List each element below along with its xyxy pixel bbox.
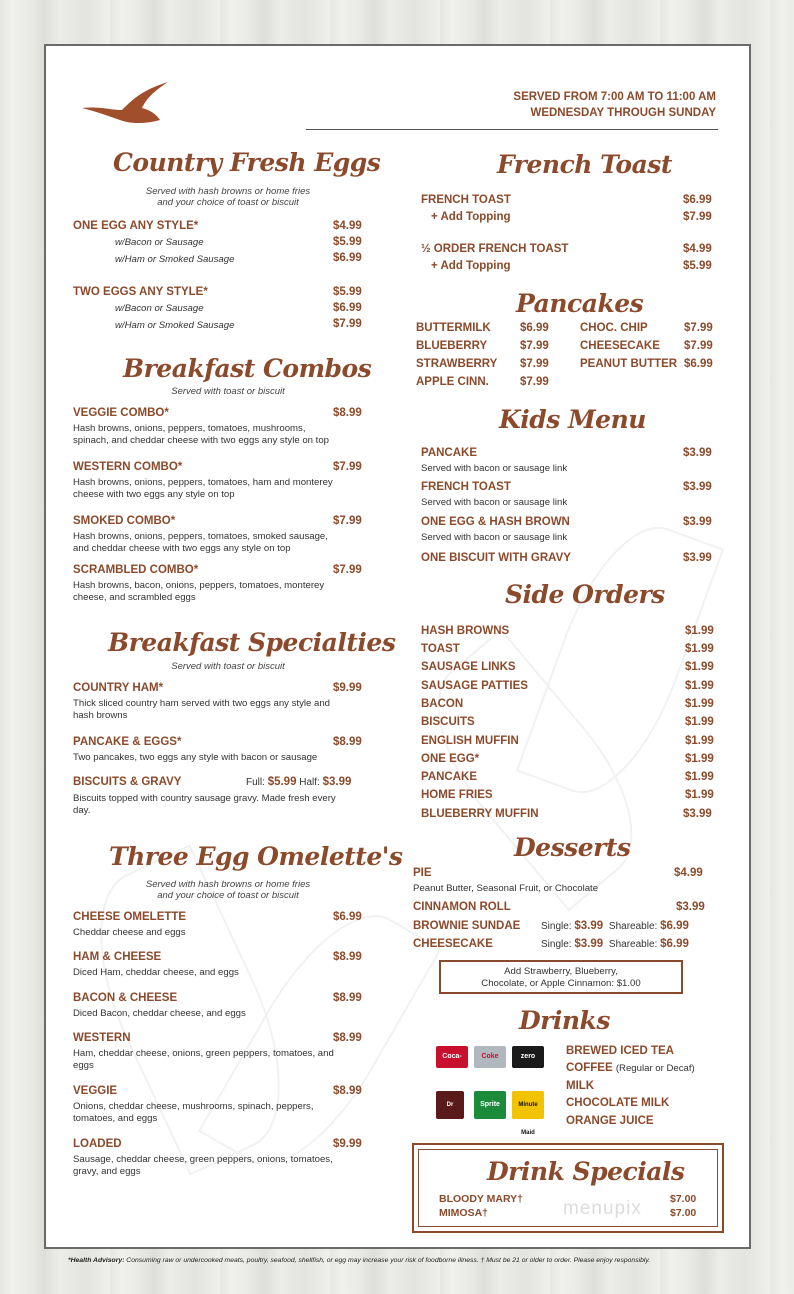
drinks-list	[566, 1043, 695, 1130]
bird-logo-icon	[80, 80, 170, 130]
menu-item-name: + Add Topping	[431, 211, 511, 223]
menu-item-price: $1.99	[685, 698, 714, 710]
menu-item-name: SMOKED COMBO*	[73, 515, 176, 527]
menu-item-name: ENGLISH MUFFIN	[421, 735, 519, 747]
drink-item: CHOCOLATE MILK	[566, 1097, 670, 1110]
menu-item-price: $7.99	[684, 322, 713, 334]
menu-item-name: BISCUITS & GRAVY	[73, 776, 182, 788]
menu-item-price: $8.99	[333, 1085, 362, 1097]
menu-option-price: $5.99	[333, 236, 362, 248]
menu-item-name: SCRAMBLED COMBO*	[73, 564, 199, 576]
specialties-subtitle: Served with toast or biscuit	[171, 661, 285, 672]
section-title-eggs: Country Fresh Eggs	[113, 148, 381, 177]
menu-item-price: $8.99	[333, 992, 362, 1004]
menu-item-name: PANCAKE	[421, 771, 478, 783]
menu-item-desc: Hash browns, onions, peppers, tomatoes, mushrooms, spinach, and cheddar cheese with two eggs any style on top	[73, 423, 329, 446]
menu-item-name: SAUSAGE PATTIES	[421, 680, 528, 692]
menu-item-name: TOAST	[421, 643, 460, 655]
sprite-icon: Sprite	[474, 1091, 506, 1119]
menu-item-name: WESTERN COMBO*	[73, 461, 183, 473]
menu-item-name: PIE	[413, 867, 432, 879]
menu-item-name: PANCAKE & EGGS*	[73, 736, 182, 748]
menu-item-name: + Add Topping	[431, 260, 511, 272]
menu-item-desc: Served with bacon or sausage link	[421, 532, 568, 543]
menu-item-name: APPLE CINN.	[416, 376, 489, 388]
menu-item-name: VEGGIE COMBO*	[73, 407, 169, 419]
menu-item-price: $3.99	[683, 447, 712, 459]
menu-item-name: BISCUITS	[421, 716, 475, 728]
menu-option-price: $7.99	[333, 318, 362, 330]
menu-item-price: $1.99	[685, 789, 714, 801]
menu-item-price: $7.00	[670, 1207, 697, 1219]
menu-item-price: $8.99	[333, 407, 362, 419]
section-title-kids: Kids Menu	[499, 405, 646, 434]
drink-item: COFFEE (Regular or Decaf)	[566, 1062, 695, 1075]
menu-item-name: MIMOSA†	[439, 1207, 489, 1219]
menu-item-desc: Thick sliced country ham served with two eggs any style and hash browns	[73, 698, 331, 721]
menu-item-name: ONE EGG*	[421, 753, 480, 765]
menu-item-name: ½ ORDER FRENCH TOAST	[421, 243, 569, 255]
menu-item-name: COUNTRY HAM*	[73, 682, 164, 694]
menu-item-desc: Hash browns, bacon, onions, peppers, tomatoes, monterey cheese, and scrambled eggs	[73, 580, 325, 603]
menu-item-price: $7.99	[683, 211, 712, 223]
cheesecake-prices: Single: $3.99 Shareable: $6.99	[541, 938, 689, 950]
section-title-drinks: Drinks	[519, 1006, 610, 1035]
menu-item-desc: Hash browns, onions, peppers, tomatoes, smoked sausage, and cheddar cheese with two eggs any style on top	[73, 531, 328, 554]
menu-item-desc: Served with bacon or sausage link	[421, 463, 568, 474]
omelettes-subtitle: Served with hash browns or home fries and your choice of toast or biscuit	[145, 879, 311, 901]
menu-option: w/Bacon or Sausage	[115, 237, 204, 248]
hours-line2: WEDNESDAY THROUGH SUNDAY	[530, 107, 716, 119]
menu-item-name: CHOC. CHIP	[580, 322, 648, 334]
menu-item-price: $9.99	[333, 1138, 362, 1150]
menu-item-price: $1.99	[685, 661, 714, 673]
menu-item-price: $7.99	[333, 461, 362, 473]
menu-option-price: $6.99	[333, 252, 362, 264]
menu-item-name: ONE EGG ANY STYLE*	[73, 220, 199, 232]
menu-item-name: LOADED	[73, 1138, 122, 1150]
menu-item-name: ONE EGG & HASH BROWN	[421, 516, 570, 528]
health-advisory: *Health Advisory: Consuming raw or undercooked meats, poultry, seafood, shellfish, or egg may increase your risk of foodborne illness. † Must be 21 or older to order. Please enjoy responsibly.	[68, 1257, 651, 1264]
menu-item-desc: Diced Ham, cheddar cheese, and eggs	[73, 967, 239, 978]
section-title-combos: Breakfast Combos	[123, 354, 372, 383]
section-title-specialties: Breakfast Specialties	[108, 628, 396, 657]
biscuits-prices: Full: $5.99 Half: $3.99	[246, 776, 352, 788]
menu-item-price: $3.99	[683, 808, 712, 820]
menu-item-name: BLUEBERRY	[416, 340, 488, 352]
menu-item-desc: Biscuits topped with country sausage gravy. Made fresh every day.	[73, 793, 336, 816]
menu-item-name: BACON & CHEESE	[73, 992, 178, 1004]
menu-item-price: $1.99	[685, 771, 714, 783]
menu-item-name: BROWNIE SUNDAE	[413, 920, 521, 932]
menu-item-price: $5.99	[333, 286, 362, 298]
menu-item-name: VEGGIE	[73, 1085, 118, 1097]
dr-pepper-icon: Dr Pepper	[436, 1091, 464, 1119]
menu-item-desc: Hash browns, onions, peppers, tomatoes, ham and monterey cheese with two eggs any style on top	[73, 477, 333, 500]
menu-item-price: $8.99	[333, 1032, 362, 1044]
menu-item-price: $3.99	[683, 516, 712, 528]
section-title-desserts: Desserts	[514, 833, 631, 862]
section-title-french-toast: French Toast	[497, 150, 672, 179]
menu-option: w/Ham or Smoked Sausage	[115, 320, 235, 331]
menu-item-name: CHEESECAKE	[413, 938, 493, 950]
menu-item-price: $1.99	[685, 643, 714, 655]
menu-item-price: $6.99	[684, 358, 713, 370]
dessert-addon-box: Add Strawberry, Blueberry, Chocolate, or Apple Cinnamon: $1.00	[439, 960, 683, 994]
menu-item-desc: Onions, cheddar cheese, mushrooms, spinach, peppers, tomatoes, and eggs	[73, 1101, 314, 1124]
menu-item-price: $6.99	[683, 194, 712, 206]
section-title-drink-specials: Drink Specials	[487, 1157, 685, 1186]
menu-item-name: STRAWBERRY	[416, 358, 498, 370]
menu-item-name: HOME FRIES	[421, 789, 493, 801]
menu-item-price: $7.99	[333, 515, 362, 527]
drink-item: MILK	[566, 1079, 595, 1092]
menu-item-price: $7.00	[670, 1193, 697, 1205]
diet-coke-icon: Coke	[474, 1046, 506, 1068]
section-title-omelettes: Three Egg Omelette's	[109, 842, 403, 871]
combos-subtitle: Served with toast or biscuit	[171, 386, 285, 397]
menu-item-name: SAUSAGE LINKS	[421, 661, 516, 673]
menu-item-name: HAM & CHEESE	[73, 951, 162, 963]
menu-item-desc: Cheddar cheese and eggs	[73, 927, 186, 938]
menu-item-price: $7.99	[520, 358, 549, 370]
menu-item-name: CINNAMON ROLL	[413, 901, 511, 913]
menu-item-name: HASH BROWNS	[421, 625, 510, 637]
header-divider	[306, 129, 718, 130]
menu-item-name: CHEESECAKE	[580, 340, 660, 352]
menu-item-desc: Diced Bacon, cheddar cheese, and eggs	[73, 1008, 246, 1019]
coke-zero-icon: zero	[512, 1046, 544, 1068]
menu-item-price: $8.99	[333, 951, 362, 963]
sundae-prices: Single: $3.99 Shareable: $6.99	[541, 920, 689, 932]
menu-item-price: $5.99	[683, 260, 712, 272]
menu-item-name: BUTTERMILK	[416, 322, 491, 334]
section-title-pancakes: Pancakes	[516, 289, 644, 318]
hours-header	[420, 89, 716, 121]
menu-item-name: BLOODY MARY†	[439, 1193, 524, 1205]
menu-item-price: $8.99	[333, 736, 362, 748]
menu-item-price: $7.99	[684, 340, 713, 352]
menu-item-desc: Sausage, cheddar cheese, green peppers, onions, tomatoes, gravy, and eggs	[73, 1154, 333, 1177]
section-title-sides: Side Orders	[505, 580, 665, 609]
menu-item-name: BACON	[421, 698, 464, 710]
menu-item-price: $1.99	[685, 716, 714, 728]
menu-item-price: $4.99	[333, 220, 362, 232]
menu-item-price: $9.99	[333, 682, 362, 694]
hours-line1: SERVED FROM 7:00 AM TO 11:00 AM	[513, 91, 716, 103]
menu-item-price: $6.99	[333, 911, 362, 923]
drink-item: BREWED ICED TEA	[566, 1045, 674, 1057]
menu-item-desc: Two pancakes, two eggs any style with bacon or sausage	[73, 752, 318, 763]
menu-item-name: ONE BISCUIT WITH GRAVY	[421, 552, 571, 564]
menu-item-price: $3.99	[683, 481, 712, 493]
drink-item: ORANGE JUICE	[566, 1114, 654, 1127]
menu-item-price: $1.99	[685, 625, 714, 637]
menu-item-price: $7.99	[520, 340, 549, 352]
menu-item-price: $1.99	[685, 735, 714, 747]
menu-option: w/Bacon or Sausage	[115, 303, 204, 314]
watermark-text: menupix	[563, 1198, 642, 1219]
menu-item-price: $1.99	[685, 680, 714, 692]
menu-item-price: $4.99	[683, 243, 712, 255]
menu-option-price: $6.99	[333, 302, 362, 314]
menu-item-price: $6.99	[520, 322, 549, 334]
menu-item-price: $3.99	[676, 901, 705, 913]
menu-option: w/Ham or Smoked Sausage	[115, 254, 235, 265]
menu-item-name: CHEESE OMELETTE	[73, 911, 187, 923]
coca-cola-icon: Coca-Cola	[436, 1046, 468, 1068]
menu-item-name: WESTERN	[73, 1032, 131, 1044]
menu-item-name: PANCAKE	[421, 447, 478, 459]
menu-item-name: BLUEBERRY MUFFIN	[421, 808, 539, 820]
menu-item-name: TWO EGGS ANY STYLE*	[73, 286, 208, 298]
menu-item-desc: Ham, cheddar cheese, onions, green peppers, tomatoes, and eggs	[73, 1048, 334, 1071]
menu-item-name: PEANUT BUTTER	[580, 358, 678, 370]
menu-item-name: FRENCH TOAST	[421, 481, 511, 493]
menu-item-price: $3.99	[683, 552, 712, 564]
menu-item-desc: Peanut Butter, Seasonal Fruit, or Chocolate	[413, 883, 599, 894]
menu-item-price: $4.99	[674, 867, 703, 879]
menu-item-price: $7.99	[520, 376, 549, 388]
menu-item-name: FRENCH TOAST	[421, 194, 511, 206]
minute-maid-icon: Minute Maid	[512, 1091, 544, 1119]
menu-item-desc: Served with bacon or sausage link	[421, 497, 568, 508]
eggs-subtitle: Served with hash browns or home fries and your choice of toast or biscuit	[145, 186, 311, 208]
menu-item-price: $7.99	[333, 564, 362, 576]
menu-item-price: $1.99	[685, 753, 714, 765]
